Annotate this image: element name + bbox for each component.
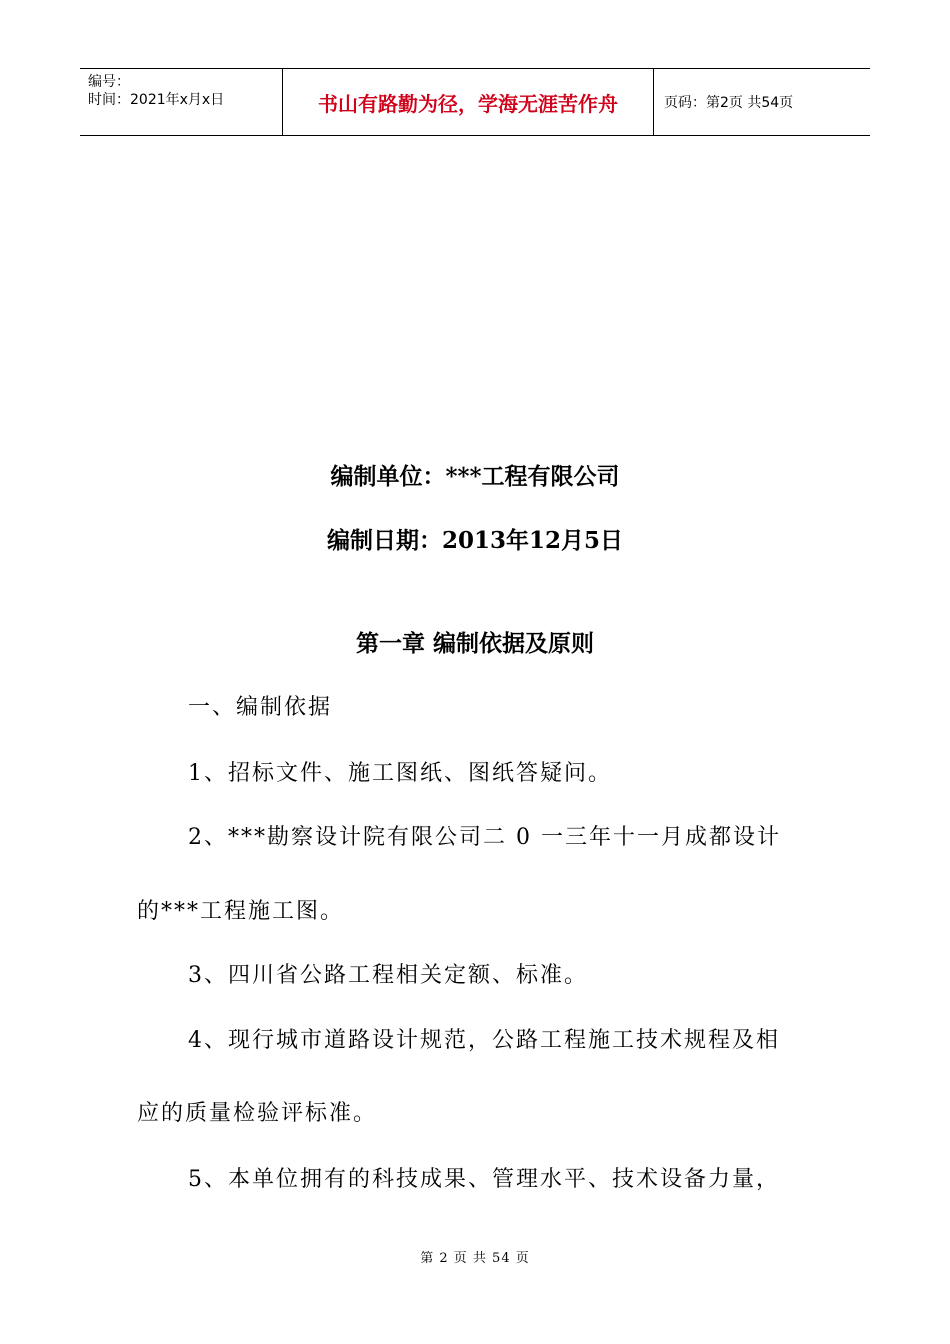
section-title: 一、编制依据 [188,695,333,720]
serial-label: 编号： [88,74,130,90]
list-item: 1、招标文件、施工图纸、图纸答疑问。 [188,761,612,786]
header-meta [80,69,282,135]
document-header [80,68,870,136]
list-item-continuation: 的***工程施工图。 [137,899,345,924]
compiling-date: 编制日期：2013年12月5日 [326,527,624,554]
header-motto: 书山有路勤为径，学海无涯苦作舟 [282,69,654,135]
compiling-unit: 编制单位：***工程有限公司 [330,463,620,490]
time-label: 时间：2021年x月x日 [88,92,225,108]
header-page-info: 页码：第2页 共54页 [664,95,794,111]
list-item: 3、四川省公路工程相关定额、标准。 [188,963,588,988]
chapter-title: 第一章 编制依据及原则 [355,630,594,657]
list-item: 5、本单位拥有的科技成果、管理水平、技术设备力量， [188,1167,780,1192]
page-footer: 第 2 页 共 54 页 [420,1251,530,1266]
list-item: 4、现行城市道路设计规范，公路工程施工技术规程及相 [188,1028,780,1053]
list-item-continuation: 应的质量检验评标准。 [137,1101,378,1126]
list-item: 2、***勘察设计院有限公司二 0 一三年十一月成都设计 [188,825,781,850]
